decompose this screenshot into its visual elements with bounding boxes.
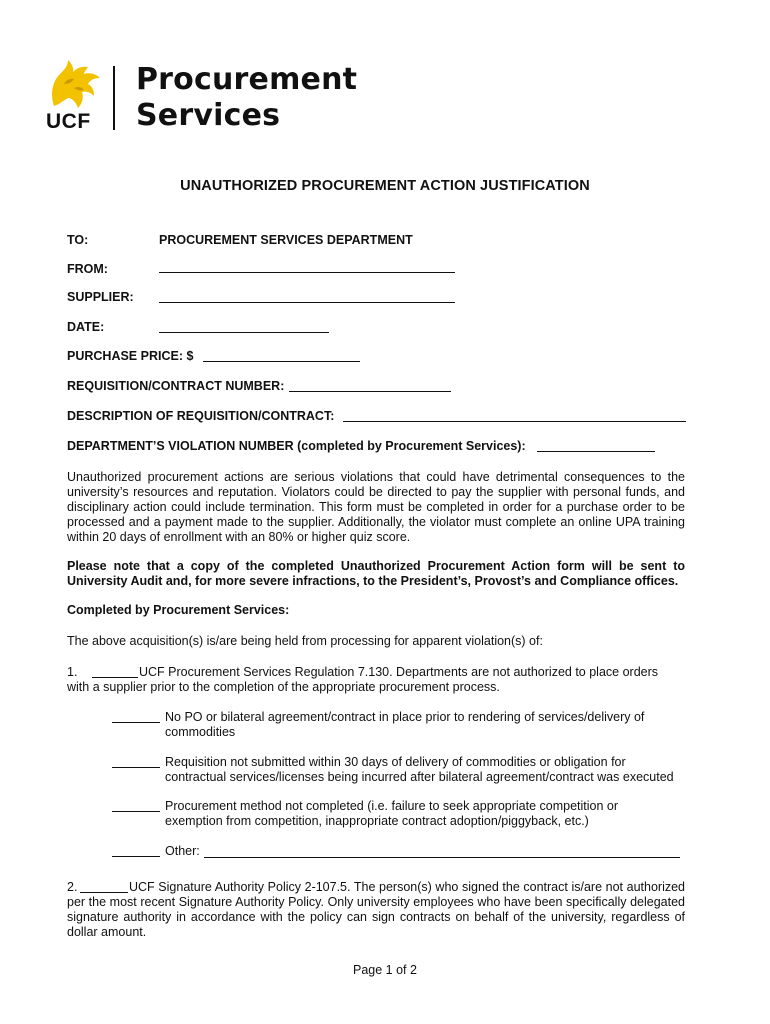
page-number: Page 1 of 2: [353, 963, 417, 977]
purchase-price-field[interactable]: [203, 361, 360, 362]
option-other: Other:: [165, 844, 200, 858]
notice-line: Please note that a copy of the completed Unauthorized Procurement Action form will be sent to: [67, 559, 685, 573]
item-2-line: dollar amount.: [67, 925, 147, 939]
from-field[interactable]: [159, 272, 455, 273]
option-line: exemption from competition, inappropriate contract adoption/piggyback, etc.): [165, 814, 589, 828]
intro-line: university’s resources and reputation. Violators could be directed to pay the supplier with personal funds, and: [67, 485, 685, 499]
pegasus-icon: [44, 58, 102, 110]
option-line: No PO or bilateral agreement/contract in place prior to rendering of services/delivery of: [165, 710, 645, 724]
logo-line-procurement: Procurement: [136, 62, 358, 97]
requisition-number-field[interactable]: [289, 391, 451, 392]
date-field[interactable]: [159, 332, 329, 333]
option-no-po-blank[interactable]: [112, 722, 160, 723]
logo-brand-text: UCF: [46, 110, 91, 133]
option-procurement-method: [165, 799, 695, 829]
audit-notice: [67, 559, 685, 589]
purchase-price-label: PURCHASE PRICE: $: [67, 349, 194, 363]
option-line: commodities: [165, 725, 236, 739]
option-line: Requisition not submitted within 30 days of delivery of commodities or obligation for: [165, 755, 626, 769]
item-1-text-line2: with a supplier prior to the completion of the appropriate procurement process.: [67, 680, 500, 694]
held-statement: The above acquisition(s) is/are being held from processing for apparent violation(s) of:: [67, 634, 543, 648]
item-1-check-blank[interactable]: [92, 677, 138, 678]
supplier-label: SUPPLIER:: [67, 290, 134, 304]
option-other-field[interactable]: [204, 857, 680, 858]
item-2-line: per the most recent Signature Authority Policy. Only university employees who have been specifically delegated: [67, 895, 685, 909]
to-label: TO:: [67, 233, 89, 247]
option-other-blank[interactable]: [112, 856, 160, 857]
item-2-line: signature authority in accordance with the policy can sign contracts on behalf of the university, regardless of: [67, 910, 685, 924]
supplier-field[interactable]: [159, 302, 455, 303]
violation-number-field[interactable]: [537, 451, 655, 452]
logo-line-services: Services: [136, 98, 281, 133]
date-label: DATE:: [67, 320, 105, 334]
intro-line: disciplinary action could include termination. This form must be completed in order for a purchase order to be: [67, 500, 685, 514]
item-2-number: 2.: [67, 880, 78, 894]
item-1-number: 1.: [67, 665, 78, 679]
intro-paragraph: [67, 470, 685, 545]
description-label: DESCRIPTION OF REQUISITION/CONTRACT:: [67, 409, 335, 423]
completed-by-heading: Completed by Procurement Services:: [67, 603, 290, 617]
logo-divider: [113, 66, 115, 130]
option-no-po: [165, 710, 695, 740]
requisition-number-label: REQUISITION/CONTRACT NUMBER:: [67, 379, 285, 393]
document-title: UNAUTHORIZED PROCUREMENT ACTION JUSTIFICATION: [180, 178, 590, 194]
to-value: PROCUREMENT SERVICES DEPARTMENT: [159, 233, 413, 247]
item-1-text-line1: UCF Procurement Services Regulation 7.130. Departments are not authorized to place orders: [139, 665, 659, 679]
notice-line: University Audit and, for more severe infractions, to the President’s, Provost’s and Compliance offices.: [67, 574, 679, 588]
option-late-requisition-blank[interactable]: [112, 767, 160, 768]
intro-line: Unauthorized procurement actions are serious violations that could have detrimental consequences to the: [67, 470, 685, 484]
item-2-line: UCF Signature Authority Policy 2-107.5. The person(s) who signed the contract is/are not authorized: [129, 880, 685, 894]
intro-line: within 20 days of enrollment with an 80% or higher quiz score.: [67, 530, 411, 544]
option-late-requisition: [165, 755, 695, 785]
item-2-check-blank[interactable]: [80, 892, 128, 893]
violation-number-label: DEPARTMENT’S VIOLATION NUMBER (completed by Procurement Services):: [67, 439, 526, 453]
item-2-line1: [129, 880, 685, 894]
option-line: contractual services/licenses being incurred after bilateral agreement/contract was executed: [165, 770, 674, 784]
option-procurement-method-blank[interactable]: [112, 811, 160, 812]
option-line: Procurement method not completed (i.e. failure to seek appropriate competition or: [165, 799, 619, 813]
from-label: FROM:: [67, 262, 108, 276]
item-2-text: [67, 895, 685, 940]
intro-line: processed and a payment made to the supplier. Additionally, the violator must complete an online UPA training: [67, 515, 685, 529]
description-field[interactable]: [343, 421, 686, 422]
